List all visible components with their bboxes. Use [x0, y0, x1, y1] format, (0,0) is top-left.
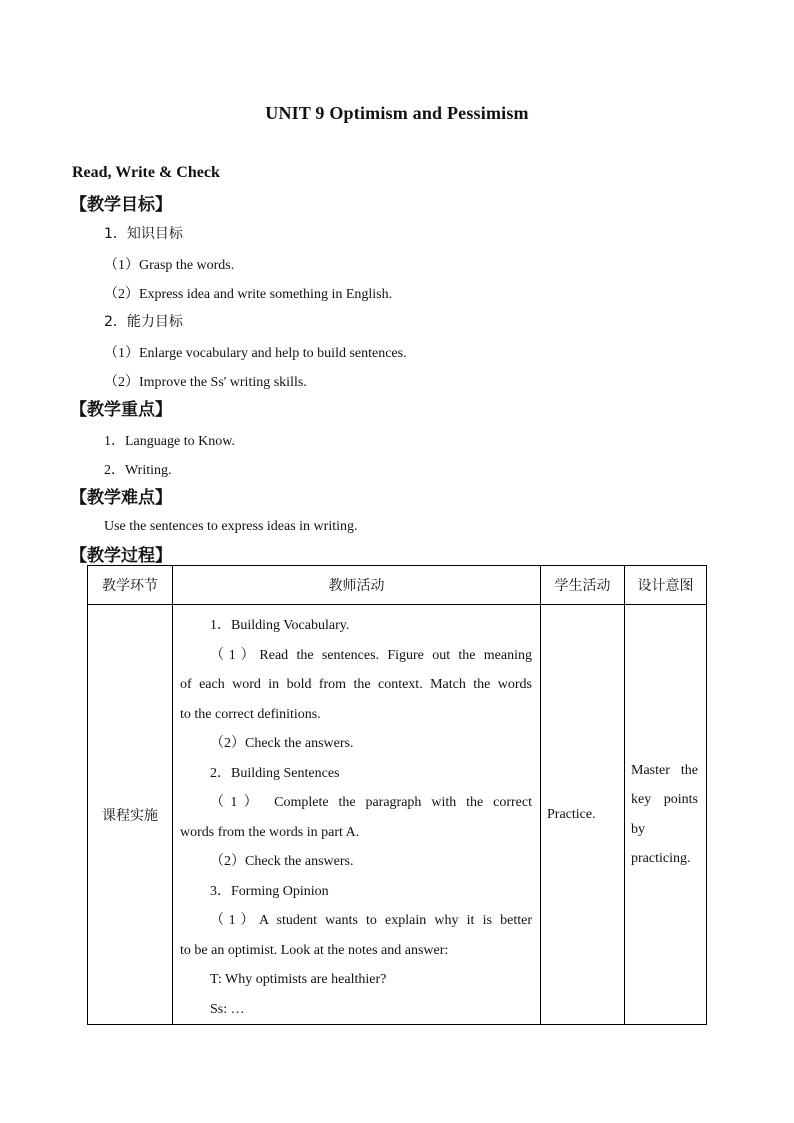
- teacher-line: （2）Check the answers.: [210, 854, 354, 869]
- teacher-line: 3．Forming Opinion: [210, 883, 329, 899]
- key-point-item: 1．Language to Know.: [104, 434, 235, 449]
- knowledge-item: （1）Grasp the words.: [104, 258, 235, 273]
- teacher-line: （2）Check the answers.: [210, 736, 354, 751]
- process-heading: 【教学过程】: [70, 546, 172, 566]
- intent-line: key points: [631, 792, 698, 807]
- intent-line: by: [631, 821, 645, 837]
- teacher-line: （1） Complete the paragraph with the correct: [210, 795, 532, 810]
- ability-item: （2）Improve the Ss' writing skills.: [104, 375, 307, 390]
- ability-item: （1）Enlarge vocabulary and help to build sentences.: [104, 346, 407, 361]
- difficulties-heading: 【教学难点】: [70, 488, 172, 508]
- table-header-cell: 学生活动: [541, 566, 625, 605]
- table-header-cell: 教师活动: [173, 566, 541, 605]
- knowledge-label: 1．知识目标: [104, 226, 183, 242]
- teacher-line: （1）A student wants to explain why it is better: [210, 913, 532, 928]
- table-header-cell: 设计意图: [625, 566, 707, 605]
- teacher-line: 2．Building Sentences: [210, 765, 340, 781]
- student-activity-cell: Practice.: [541, 605, 625, 1025]
- intent-line: Master the: [631, 762, 698, 778]
- difficulties-text: Use the sentences to express ideas in writing.: [104, 519, 358, 534]
- section-subtitle: Read, Write & Check: [72, 164, 220, 181]
- teacher-line: T: Why optimists are healthier?: [210, 972, 387, 987]
- teacher-line: words from the words in part A.: [180, 824, 360, 840]
- teaching-process-table: [87, 565, 707, 1025]
- ability-label: 2．能力目标: [104, 314, 183, 330]
- page-title: UNIT 9 Optimism and Pessimism: [265, 103, 529, 123]
- stage-cell: 课程实施: [88, 605, 173, 1025]
- teacher-line: 1．Building Vocabulary.: [210, 618, 350, 633]
- table-header-cell: 教学环节: [88, 566, 173, 605]
- intent-line: practicing.: [631, 851, 691, 866]
- knowledge-item: （2）Express idea and write something in English.: [104, 287, 393, 302]
- key-point-item: 2．Writing.: [104, 463, 172, 478]
- teacher-line: to the correct definitions.: [180, 706, 321, 722]
- teacher-line: of each word in bold from the context. Match the words: [180, 677, 532, 692]
- design-intent-cell: [625, 605, 707, 1025]
- teacher-line: （1）Read the sentences. Figure out the meaning: [210, 647, 532, 663]
- table-header-row: [88, 566, 707, 605]
- table-row: [88, 605, 707, 1025]
- teacher-line: Ss: …: [210, 1001, 245, 1017]
- teacher-activity-cell: [173, 605, 541, 1025]
- key-points-heading: 【教学重点】: [70, 400, 172, 420]
- objectives-heading: 【教学目标】: [70, 195, 172, 215]
- teacher-line: to be an optimist. Look at the notes and answer:: [180, 942, 449, 958]
